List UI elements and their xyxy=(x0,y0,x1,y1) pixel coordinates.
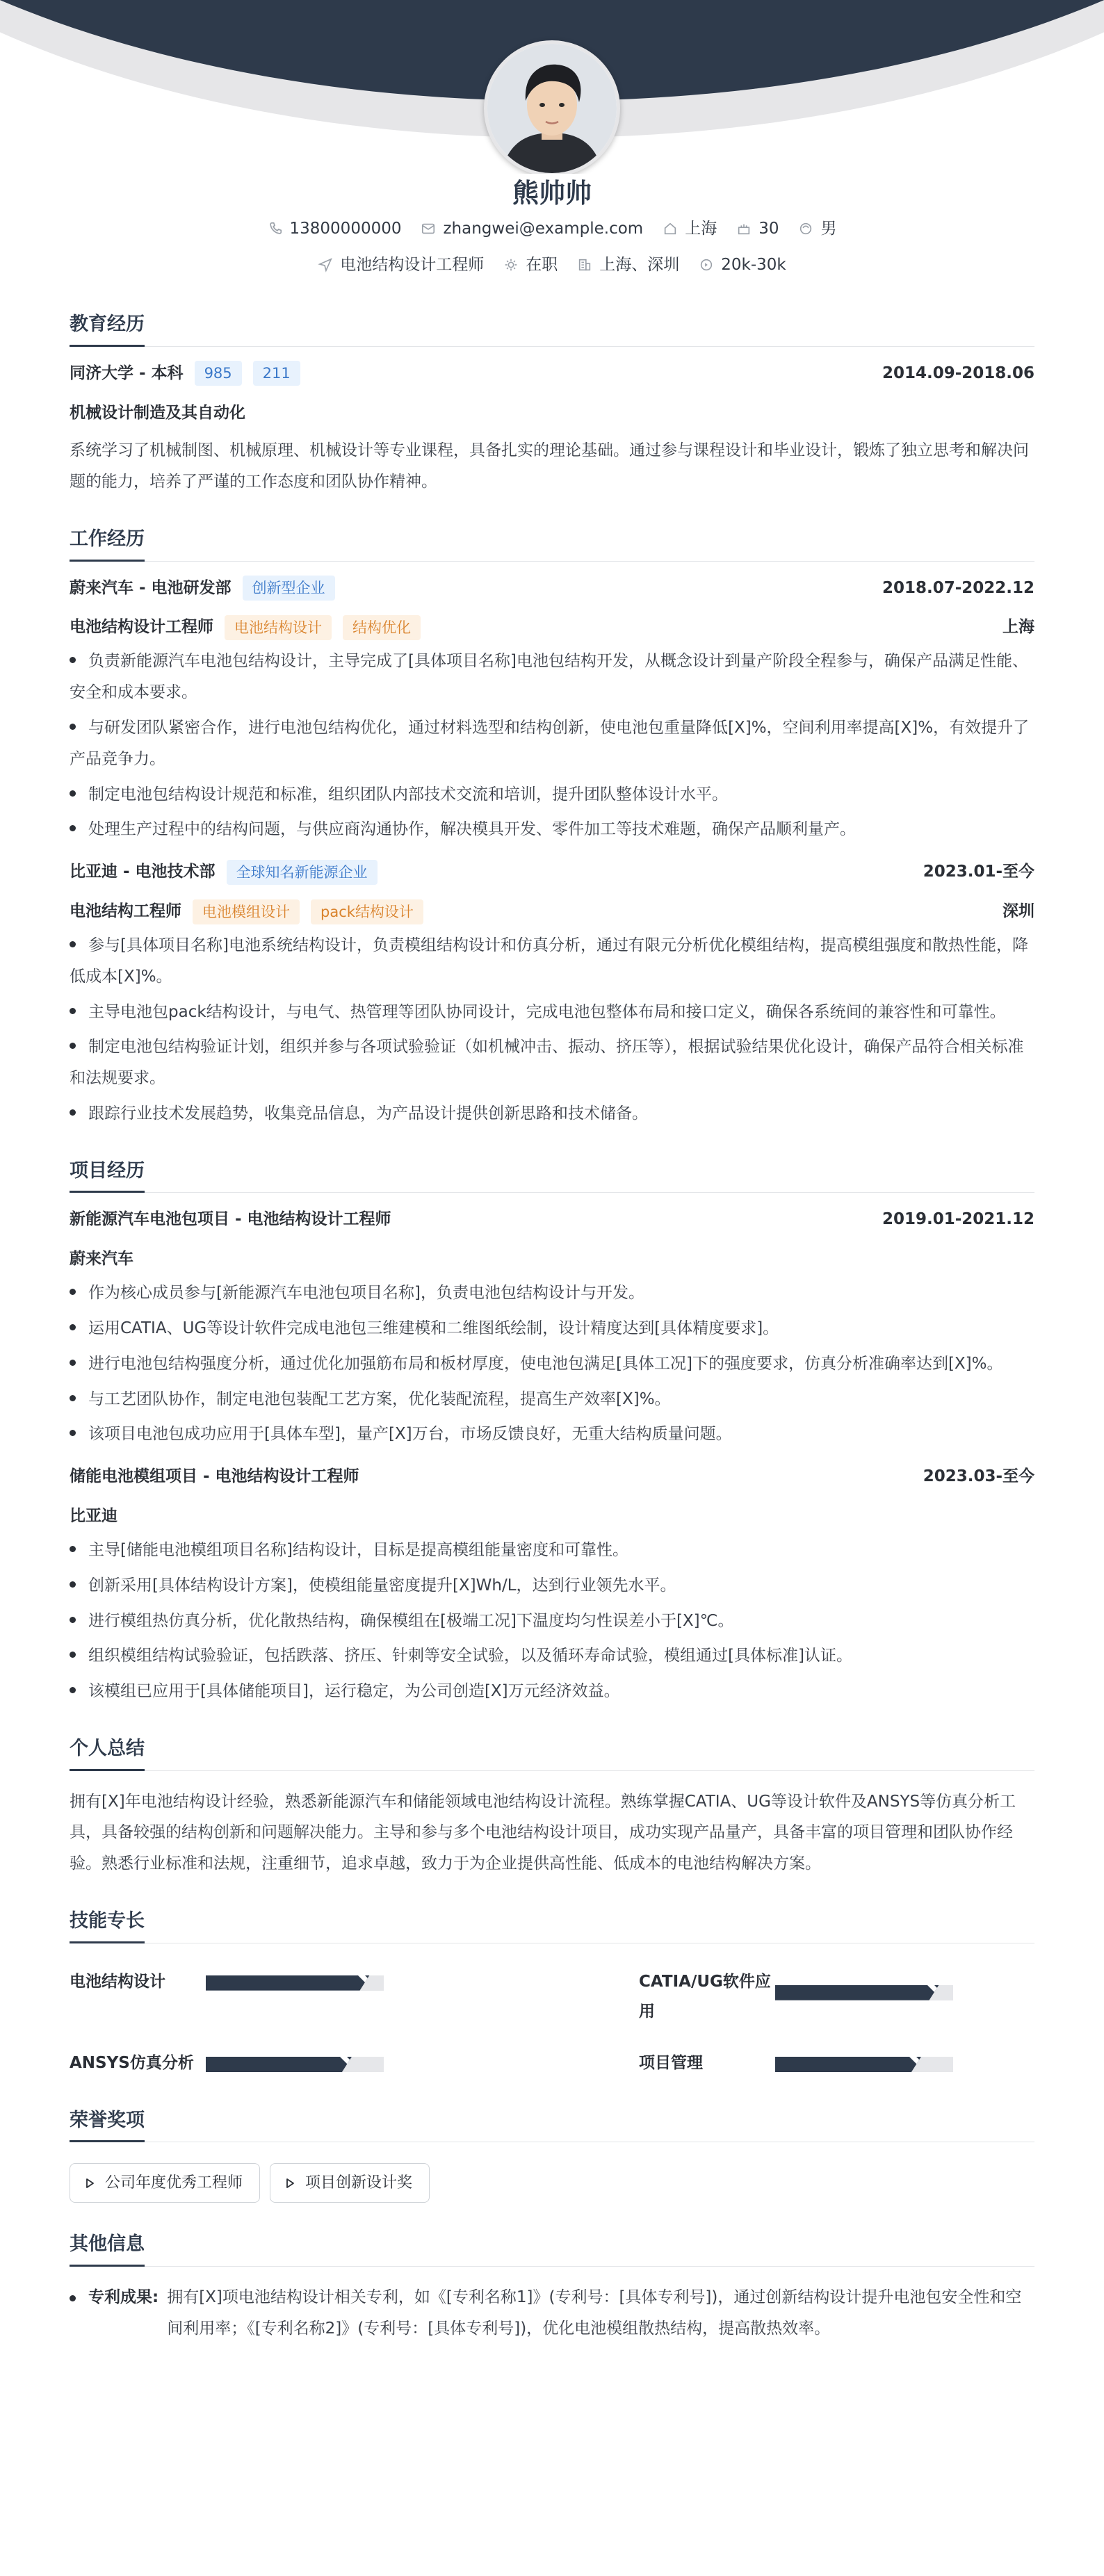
education-tag: 211 xyxy=(253,361,300,386)
skill-item xyxy=(70,1967,465,2028)
list-item: 该项目电池包成功应用于[具体车型]，量产[X]万台，市场反馈良好，无重大结构质量问题。 xyxy=(70,1419,1034,1450)
project-company: 蔚来汽车 xyxy=(70,1250,133,1269)
list-item: 主导[储能电池模组项目名称]结构设计，目标是提高模组能量密度和可靠性。 xyxy=(70,1535,1034,1566)
other-list xyxy=(70,2282,1034,2365)
skill-fill xyxy=(775,1985,939,2000)
education-tag: 985 xyxy=(195,361,242,386)
work-section xyxy=(70,525,1034,1130)
salary-text: 20k-30k xyxy=(721,255,786,274)
work-cities-item xyxy=(577,252,679,278)
work-cities-text: 上海、深圳 xyxy=(599,255,680,274)
play-icon xyxy=(84,2178,95,2189)
company-tag: 创新型企业 xyxy=(243,576,335,601)
projects-section xyxy=(70,1157,1034,1707)
education-date: 2014.09-2018.06 xyxy=(882,364,1034,382)
salary-item xyxy=(699,252,786,278)
send-icon xyxy=(318,257,333,272)
list-item: 负责新能源汽车电池包结构设计，主导完成了[具体项目名称]电池包结构开发，从概念设计到量产阶段全程参与，确保产品满足性能、安全和成本要求。 xyxy=(70,652,1028,702)
school-name: 同济大学 - 本科 xyxy=(70,364,184,382)
work-entry xyxy=(70,859,1034,1130)
email-item xyxy=(421,216,643,242)
list-item: 与研发团队紧密合作，进行电池包结构优化，通过材料选型和结构创新，使电池包重量降低[X]%，空间利用率提高[X]%，有效提升了产品竞争力。 xyxy=(70,718,1030,768)
list-item: 创新采用[具体结构设计方案]，使模组能量密度提升[X]Wh/L，达到行业领先水平。 xyxy=(70,1570,1034,1601)
award-item xyxy=(70,2163,260,2203)
list-item: 处理生产过程中的结构问题，与供应商沟通协作，解决模具开发、零件加工等技术难题，确保产品顺利量产。 xyxy=(70,814,1034,845)
awards-list xyxy=(70,2163,1034,2203)
job-intent-row xyxy=(0,247,1104,283)
company-name: 蔚来汽车 - 电池研发部 xyxy=(70,578,232,597)
skill-tag: 电池模组设计 xyxy=(193,899,300,924)
position-text: 电池结构设计工程师 xyxy=(340,255,485,274)
project-date: 2019.01-2021.12 xyxy=(882,1210,1034,1229)
work-bullets xyxy=(70,646,1034,845)
skill-bar xyxy=(775,2057,953,2072)
project-name: 储能电池模组项目 - 电池结构设计工程师 xyxy=(70,1467,359,1486)
age-icon xyxy=(736,221,752,236)
job-title: 电池结构工程师 xyxy=(70,902,181,921)
summary-section xyxy=(70,1735,1034,1880)
skill-item xyxy=(70,2048,465,2079)
avatar-portrait xyxy=(487,44,617,173)
phone-icon xyxy=(268,221,283,236)
section-title: 其他信息 xyxy=(70,2231,1034,2267)
city-text: 上海 xyxy=(685,219,717,238)
list-item: 参与[具体项目名称]电池系统结构设计，负责模组结构设计和仿真分析，通过有限元分析优化模组结构，提高模组强度和散热性能，降低成本[X]%。 xyxy=(70,936,1028,986)
home-icon xyxy=(663,221,678,236)
email-icon xyxy=(421,221,436,236)
skill-item xyxy=(639,1967,1034,2028)
list-item: 运用CATIA、UG等设计软件完成电池包三维建模和二维图纸绘制，设计精度达到[具体精度要求]。 xyxy=(70,1313,1034,1344)
list-item: 跟踪行业技术发展趋势，收集竞品信息，为产品设计提供创新思路和技术储备。 xyxy=(70,1098,1034,1130)
skill-fill xyxy=(206,2057,352,2072)
list-item: 进行模组热仿真分析，优化散热结构，确保模组在[极端工况]下温度均匀性误差小于[X]℃。 xyxy=(70,1606,1034,1637)
project-date: 2023.03-至今 xyxy=(923,1467,1034,1486)
work-date: 2023.01-至今 xyxy=(923,863,1034,881)
candidate-name: 熊帅帅 xyxy=(512,178,592,209)
building-icon xyxy=(577,257,592,272)
skill-bar xyxy=(206,1975,384,1991)
award-label: 公司年度优秀工程师 xyxy=(105,2174,243,2192)
skills-section xyxy=(70,1907,1034,2079)
gender-item xyxy=(798,216,836,242)
other-text: 拥有[X]项电池结构设计相关专利，如《[专利名称1]》(专利号：[具体专利号])，通过创新结构设计提升电池包安全性和空间利用率；《[专利名称2]》(专利号：[具体专利号])，优化电池模组散热结构，提高散热效率。 xyxy=(167,2288,1022,2338)
list-item: 组织模组结构试验验证，包括跌落、挤压、针刺等安全试验，以及循环寿命试验，模组通过[具体标准]认证。 xyxy=(70,1640,1034,1672)
list-item xyxy=(70,2282,1034,2345)
education-section xyxy=(70,311,1034,498)
avatar xyxy=(484,40,620,174)
skill-name: ANSYS仿真分析 xyxy=(70,2054,194,2073)
status-item xyxy=(503,252,558,278)
education-desc: 系统学习了机械制图、机械原理、机械设计等专业课程，具备扎实的理论基础。通过参与课程设计和毕业设计，锻炼了独立思考和解决问题的能力，培养了严谨的工作态度和团队协作精神。 xyxy=(70,441,1029,491)
section-title: 工作经历 xyxy=(70,525,1034,562)
skill-name: CATIA/UG软件应用 xyxy=(639,1972,771,2021)
work-date: 2018.07-2022.12 xyxy=(882,578,1034,597)
company-tag: 全球知名新能源企业 xyxy=(227,860,378,885)
age-text: 30 xyxy=(758,219,779,238)
list-item: 主导电池包pack结构设计，与电气、热管理等团队协同设计，完成电池包整体布局和接口定义，确保各系统间的兼容性和可靠性。 xyxy=(70,997,1034,1028)
other-label: 专利成果: xyxy=(88,2288,159,2306)
award-item xyxy=(270,2163,430,2203)
skill-item xyxy=(639,2048,1034,2079)
awards-section xyxy=(70,2107,1034,2203)
work-entry xyxy=(70,576,1034,846)
salary-icon xyxy=(699,257,714,272)
gender-icon xyxy=(798,221,813,236)
company-name: 比亚迪 - 电池技术部 xyxy=(70,863,216,881)
skill-tag: 电池结构设计 xyxy=(225,615,332,640)
position-item xyxy=(318,252,484,278)
work-location: 上海 xyxy=(1002,618,1034,637)
project-bullets xyxy=(70,1278,1034,1450)
skill-name: 项目管理 xyxy=(639,2054,703,2073)
work-bullets xyxy=(70,930,1034,1130)
skill-name: 电池结构设计 xyxy=(70,1972,165,1991)
skill-bar xyxy=(206,2057,384,2072)
project-name: 新能源汽车电池包项目 - 电池结构设计工程师 xyxy=(70,1210,391,1229)
project-company: 比亚迪 xyxy=(70,1507,117,1526)
phone-item xyxy=(268,216,402,242)
job-title: 电池结构设计工程师 xyxy=(70,618,213,637)
skills-grid xyxy=(70,1967,1034,2079)
skill-tag: 结构优化 xyxy=(343,615,421,640)
list-item: 进行电池包结构强度分析，通过优化加强筋布局和板材厚度，使电池包满足[具体工况]下的强度要求，仿真分析准确率达到[X]%。 xyxy=(70,1348,1034,1380)
list-item: 制定电池包结构验证计划，组织并参与各项试验验证（如机械冲击、振动、挤压等），根据试验结果优化设计，确保产品符合相关标准和法规要求。 xyxy=(70,1038,1024,1088)
project-entry xyxy=(70,1464,1034,1707)
project-bullets xyxy=(70,1535,1034,1707)
award-label: 项目创新设计奖 xyxy=(305,2174,413,2192)
status-text: 在职 xyxy=(526,255,558,274)
skill-tag: pack结构设计 xyxy=(311,899,423,924)
city-item xyxy=(663,216,717,242)
skill-bar xyxy=(775,1985,953,2000)
major: 机械设计制造及其自动化 xyxy=(70,403,245,422)
phone-text: 13800000000 xyxy=(289,219,402,238)
section-title: 荣誉奖项 xyxy=(70,2107,1034,2143)
gender-text: 男 xyxy=(820,219,837,238)
header-banner xyxy=(0,0,1104,174)
section-title: 项目经历 xyxy=(70,1157,1034,1193)
section-title: 个人总结 xyxy=(70,1735,1034,1771)
list-item: 该模组已应用于[具体储能项目]，运行稳定，为公司创造[X]万元经济效益。 xyxy=(70,1676,1034,1707)
contact-row xyxy=(0,211,1104,247)
education-header xyxy=(70,361,1034,386)
section-title: 技能专长 xyxy=(70,1907,1034,1943)
resume-content xyxy=(0,311,1104,2365)
section-title: 教育经历 xyxy=(70,311,1034,347)
status-icon xyxy=(503,257,519,272)
list-item: 作为核心成员参与[新能源汽车电池包项目名称]，负责电池包结构设计与开发。 xyxy=(70,1278,1034,1309)
list-item: 与工艺团队协作，制定电池包装配工艺方案，优化装配流程，提高生产效率[X]%。 xyxy=(70,1384,1034,1415)
other-section xyxy=(70,2231,1034,2365)
email-text: zhangwei@example.com xyxy=(443,219,644,238)
work-location: 深圳 xyxy=(1002,902,1034,921)
skill-fill xyxy=(775,2057,921,2072)
summary-text: 拥有[X]年电池结构设计经验，熟悉新能源汽车和储能领域电池结构设计流程。熟练掌握CATIA、UG等设计软件及ANSYS等仿真分析工具，具备较强的结构创新和问题解决能力。主导和参与多个电池结构设计项目，成功实现产品量产，具备丰富的项目管理和团队协作经验。熟悉行业标准和法规，注重细节，追求卓越，致力于为企业提供高性能、低成本的电池结构解决方案。 xyxy=(70,1792,1016,1873)
skill-fill xyxy=(206,1975,370,1991)
age-item xyxy=(736,216,779,242)
play-icon xyxy=(284,2178,295,2189)
list-item: 制定电池包结构设计规范和标准，组织团队内部技术交流和培训，提升团队整体设计水平。 xyxy=(70,779,1034,810)
project-entry xyxy=(70,1207,1034,1450)
